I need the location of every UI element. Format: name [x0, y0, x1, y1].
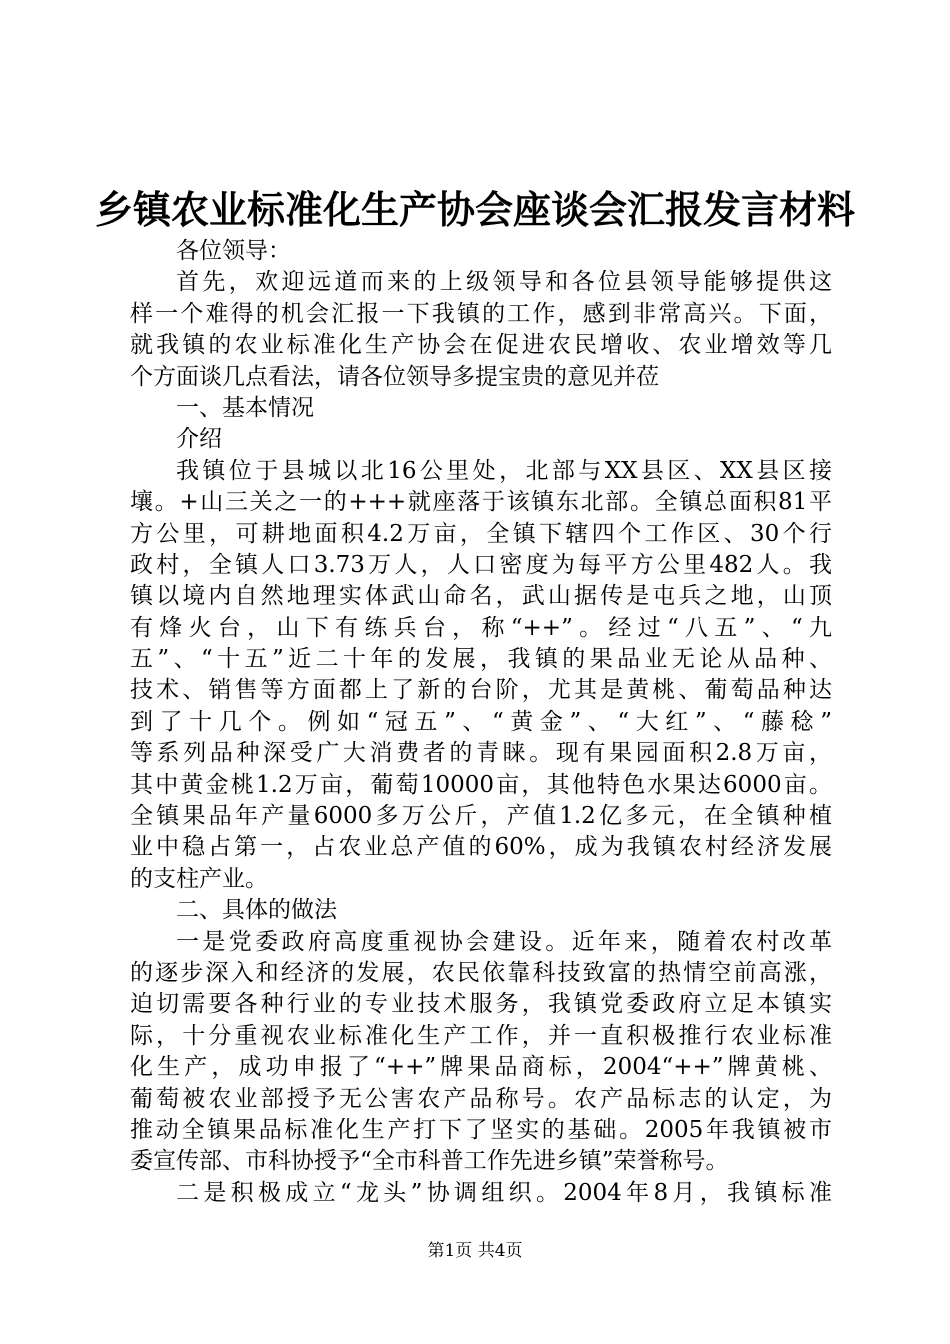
text-line: 有烽火台，山下有练兵台，称“++”。经过“八五”、“九: [130, 614, 832, 641]
text-line: 的支柱产业。: [130, 865, 268, 892]
text-line: 等系列品种深受广大消费者的青睐。现有果园面积2.8万亩，: [130, 740, 832, 767]
text-line: 技术、销售等方面都上了新的台阶，尤其是黄桃、葡萄品种达: [130, 677, 832, 704]
text-line: 介绍: [176, 426, 222, 453]
text-line: 业中稳占第一，占农业总产值的60%，成为我镇农村经济发展: [130, 834, 832, 861]
text-line: 化生产，成功申报了“++”牌果品商标，2004“++”牌黄桃、: [130, 1054, 832, 1081]
text-line: 二是积极成立“龙头”协调组织。2004年8月，我镇标准: [176, 1179, 832, 1206]
document-body: [130, 236, 832, 1209]
text-line: 其中黄金桃1.2万亩，葡萄10000亩，其他特色水果达6000亩。: [130, 771, 832, 798]
text-line: 样一个难得的机会汇报一下我镇的工作，感到非常高兴。下面，: [130, 300, 832, 327]
text-line: 委宣传部、市科协授予“全市科普工作先进乡镇”荣誉称号。: [130, 1148, 729, 1175]
text-line: 葡萄被农业部授予无公害农产品称号。农产品标志的认定，为: [130, 1085, 832, 1112]
text-line: 我镇位于县城以北16公里处，北部与XX县区、XX县区接: [176, 457, 832, 484]
text-line: 的逐步深入和经济的发展，农民依靠科技致富的热情空前高涨，: [130, 959, 832, 986]
text-line: 际，十分重视农业标准化生产工作，并一直积极推行农业标准: [130, 1022, 832, 1049]
text-line: 推动全镇果品标准化生产打下了坚实的基础。2005年我镇被市: [130, 1116, 832, 1143]
text-line: 迫切需要各种行业的专业技术服务，我镇党委政府立足本镇实: [130, 991, 832, 1018]
text-line: 一是党委政府高度重视协会建设。近年来，随着农村改革: [176, 928, 832, 955]
text-line: 一、基本情况: [176, 394, 314, 421]
text-line: 就我镇的农业标准化生产协会在促进农民增收、农业增效等几: [130, 332, 832, 359]
text-line: 二、具体的做法: [176, 897, 337, 924]
text-line: 各位领导：: [176, 238, 291, 264]
text-line: 全镇果品年产量6000多万公斤，产值1.2亿多元，在全镇种植: [130, 803, 832, 830]
document-title: 乡镇农业标准化生产协会座谈会汇报发言材料: [94, 188, 855, 232]
page-footer: 第1页 共4页: [427, 1241, 523, 1261]
text-line: 到了十几个。例如“冠五”、“黄金”、“大红”、“藤稔”: [130, 708, 832, 735]
text-line: 方公里，可耕地面积4.2万亩，全镇下辖四个工作区、30个行: [130, 520, 832, 547]
text-line: 五”、“十五”近二十年的发展，我镇的果品业无论从品种、: [130, 646, 832, 673]
text-line: 壤。+山三关之一的+++就座落于该镇东北部。全镇总面积81平: [130, 489, 832, 516]
text-line: 政村，全镇人口3.73万人，人口密度为每平方公里482人。我: [130, 551, 832, 578]
text-line: 镇以境内自然地理实体武山命名，武山据传是屯兵之地，山顶: [130, 583, 832, 610]
text-line: 个方面谈几点看法，请各位领导多提宝贵的意见并莅: [130, 363, 659, 390]
text-line: 首先，欢迎远道而来的上级领导和各位县领导能够提供这: [176, 269, 832, 296]
